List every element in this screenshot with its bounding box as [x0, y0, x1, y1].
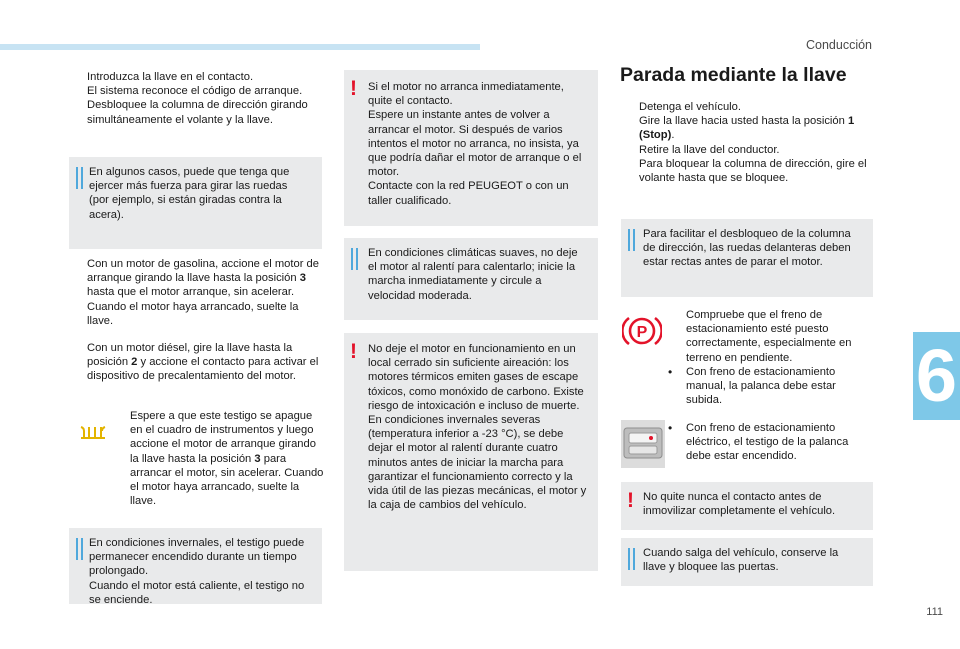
step-marker	[621, 143, 639, 157]
step-marker	[668, 308, 686, 365]
list-item	[668, 308, 874, 365]
top-accent-bar	[0, 44, 480, 50]
step-marker	[621, 114, 639, 142]
warning-text: Contacte con la red PEUGEOT o con un taller cualificado.	[368, 180, 569, 207]
step-marker	[69, 341, 87, 384]
warning-box	[344, 70, 598, 226]
chapter-tab	[913, 332, 960, 420]
bullet-text: Con freno de estacionamiento eléctrico, el testigo de la palanca debe estar encendido.	[686, 422, 849, 463]
step-marker	[621, 100, 639, 114]
step-text: Desbloquee la columna de dirección girando simultáneamente el volante y la llave.	[87, 99, 308, 126]
list-item	[621, 100, 875, 114]
step-marker	[112, 409, 130, 508]
list-item	[69, 341, 325, 384]
step-text: y accione el contacto para activar el dispositivo de precalentamiento del motor.	[87, 356, 319, 383]
section-title: Conducción	[805, 38, 872, 52]
step-text: Detenga el vehículo.	[639, 101, 741, 113]
gasoline-step	[69, 257, 325, 328]
chapter-number: 6	[915, 334, 958, 417]
step-marker	[621, 157, 639, 185]
diesel-step	[69, 341, 325, 384]
info-icon	[76, 538, 84, 560]
step-text: Introduzca la llave en el contacto.	[87, 71, 254, 83]
parking-brake-icon	[622, 313, 662, 349]
glow-step	[112, 409, 324, 508]
list-item	[69, 98, 325, 126]
step-text: Compruebe que el freno de estacionamiento esté puesto correctamente, especialmente en terreno en pendiente.	[686, 309, 852, 364]
info-box	[621, 219, 873, 297]
list-item	[69, 257, 325, 328]
info-box	[621, 538, 873, 586]
warning-box	[344, 333, 598, 571]
warning-text: En condiciones invernales severas (temperatura inferior a -23 °C), se debe dejar el motor al ralentí durante cuatro minutos antes de iniciar la marcha para garantizar el funcionamiento correcto y la vida útil de las piezas mecánicas, el motor y la caja de cambios del vehículo.	[368, 414, 587, 512]
info-icon	[628, 548, 636, 570]
warning-icon: !	[627, 489, 634, 512]
electric-brake-note	[668, 421, 874, 464]
step-text: Retire la llave del conductor.	[639, 143, 780, 156]
warning-icon: !	[350, 77, 357, 100]
step-marker	[69, 257, 87, 328]
info-icon	[76, 167, 84, 189]
info-text: Para facilitar el desbloqueo de la columna de dirección, las ruedas delanteras deben estar rectas antes de parar el motor.	[643, 228, 851, 269]
position-number: 2	[131, 356, 138, 369]
bullet: •	[668, 421, 673, 435]
page-number: 111	[926, 606, 943, 618]
list-item	[621, 114, 875, 142]
position-number: 3	[254, 452, 261, 465]
step-marker	[69, 70, 87, 98]
position-number: 3	[299, 272, 306, 285]
brake-check	[668, 308, 874, 407]
step-text: Con un motor diésel, gire la llave hasta la posición	[87, 342, 293, 369]
list-item	[621, 157, 875, 185]
step-text: Para bloquear la columna de dirección, gire el volante hasta que se bloquee.	[639, 157, 867, 185]
step-text: El sistema reconoce el código de arranque.	[87, 85, 303, 98]
step-text: Con un motor de gasolina, accione el motor de arranque girando la llave hasta la posición	[87, 258, 319, 285]
info-box	[69, 157, 322, 249]
info-icon	[351, 248, 359, 270]
warning-text: No deje el motor en funcionamiento en un local cerrado sin suficiente aireación: los motores térmicos emiten gases de escape tóxicos, como monóxido de carbono. Existe riesgo de intoxicación e incluso de muerte.	[368, 343, 584, 412]
list-item	[621, 143, 875, 157]
start-steps	[69, 70, 325, 127]
electric-parking-brake-lever-icon	[621, 420, 665, 468]
step-text: Espere a que este testigo se apague en el cuadro de instrumentos y luego accione el motor de arranque girando la llave hasta la posición	[130, 410, 316, 465]
list-item	[668, 421, 874, 464]
preheating-glow-plug-icon	[80, 425, 106, 441]
info-text: En condiciones climáticas suaves, no deje el motor al ralentí para calentarlo; inicie la marcha inmediatamente y circule a velocidad moderada.	[368, 247, 578, 302]
list-item	[112, 409, 324, 508]
info-box	[69, 528, 322, 604]
step-marker	[69, 98, 87, 126]
warning-icon: !	[350, 340, 357, 363]
info-text: Cuando salga del vehículo, conserve la llave y bloquee las puertas.	[643, 547, 839, 574]
step-text: Gire la llave hacia usted hasta la posición	[639, 115, 848, 128]
step-text: para arrancar el motor, sin acelerar. Cuando el motor haya arrancado, suelte la llave.	[130, 452, 324, 508]
position-label: 1 (Stop)	[639, 115, 855, 142]
list-item	[69, 70, 325, 98]
stop-steps	[621, 100, 875, 185]
section-heading: Parada mediante la llave	[620, 64, 847, 86]
info-text: En condiciones invernales, el testigo puede permanecer encendido durante un tiempo prolongado.	[89, 537, 305, 578]
info-text: Cuando el motor está caliente, el testigo no se enciende.	[89, 579, 305, 606]
info-box	[344, 238, 598, 320]
warning-text: Espere un instante antes de volver a arrancar el motor. Si después de varios intentos el motor no arranca, no insista, ya que podría dañar el motor de arranque o el motor.	[368, 109, 582, 179]
bullet: •	[668, 364, 673, 379]
step-text: hasta que el motor arranque, sin acelerar. Cuando el motor haya arrancado, suelte la llave.	[87, 286, 299, 327]
step-text: .	[671, 129, 675, 142]
bullet-text: Con freno de estacionamiento manual, la palanca debe estar subida.	[686, 365, 836, 407]
info-icon	[628, 229, 636, 251]
list-item	[668, 365, 874, 408]
warning-box	[621, 482, 873, 530]
warning-text: Si el motor no arranca inmediatamente, quite el contacto.	[368, 81, 564, 108]
warning-text: No quite nunca el contacto antes de inmovilizar completamente el vehículo.	[643, 491, 836, 518]
info-text: En algunos casos, puede que tenga que ejercer más fuerza para girar las ruedas (por ejemplo, si están giradas contra la acera).	[89, 166, 290, 221]
parking-brake-letter: P	[636, 324, 648, 341]
